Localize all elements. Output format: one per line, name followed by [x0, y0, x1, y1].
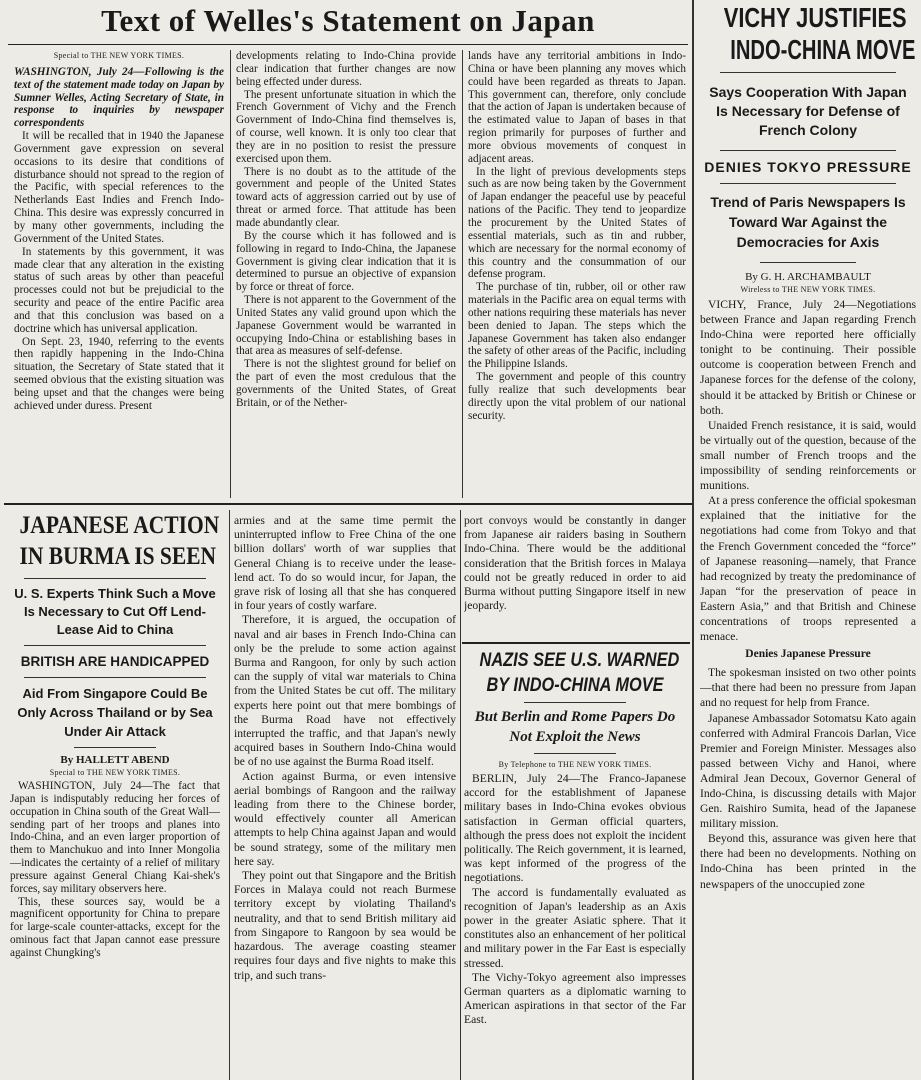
burma-paragraph: Action against Burma, or even intensive aerial bombings of Rangoon and the railway leading from there to the Chinese border, would effectively counter all American attempts to help China against Japan and would be sound strategy, some of the military men here say.	[234, 769, 456, 868]
nazis-body	[464, 772, 686, 1028]
burma-column-1	[4, 510, 226, 1080]
vichy-paragraph: Unaided French resistance, it is said, would be virtually out of the question, because of the small number of French troops and the impossibility of sending reinforcements or munitions.	[700, 418, 916, 493]
welles-paragraph: The purchase of tin, rubber, oil or other raw materials in the Pacific area on equal terms with other nations requiring these materials has never been denied to Japan. The steps which the Japanese Government has taken also endanger the safety of other areas of the Pacific, including the Philippine Islands.	[468, 281, 686, 371]
column-rule	[230, 50, 231, 498]
burma-headline-2: IN BURMA IS SEEN	[19, 543, 217, 570]
vichy-headline-2: INDO-CHINA MOVE	[730, 34, 916, 65]
column-rule	[229, 510, 230, 1080]
welles-intro: WASHINGTON, July 24—Following is the text of the statement made today on Japan by Sumner Welles, Acting Secretary of State, in response to inquiries by newspaper correspondents	[14, 65, 224, 130]
welles-paragraph: By the course which it has followed and is following in regard to Indo-China, the Japanese Government is giving clear indication that it is determined to pursue an objective of expansion by force or threat of force.	[236, 229, 456, 294]
nazis-telephone-credit: By Telephone to THE NEW YORK TIMES.	[498, 760, 652, 769]
welles-paragraph: The present unfortunate situation in which the French Government of Vichy and the French Government of Indo-China find themselves is, of course, well known. It is only too clear that they are in no position to resist the pressure exercised upon them.	[236, 88, 456, 165]
burma-body-1	[4, 780, 226, 960]
welles-paragraph: There is not the slightest ground for belief on the part of even the most credulous that the governments of the United States, of Great Britain, or of the Nether-	[236, 358, 456, 409]
nazis-headline-1: NAZIS SEE U.S. WARNED	[479, 650, 680, 671]
vichy-paragraph: At a press conference the official spokesman explained that the initiative for the negotiations had come from Tokyo and that the French Government conceded the “force” of Japanese reasoning—namely, that France had recognized by treaty the predominance of Japan “for the preservation of peace in Eastern Asia,” and that British and Chinese concentrations of troops represented a menace.	[700, 494, 916, 644]
right-column-rule	[692, 0, 694, 1080]
burma-paragraph: They point out that Singapore and the British Forces in Malaya could not reach Burmese territory except by violating Thailand's neutrality, and that to send British military aid from Singapore to Rangoon by sea would be hazardous. The average coasting steamer requires four days and five nights to make this trip, and such trans-	[234, 869, 456, 982]
vichy-divider	[720, 150, 896, 151]
burma-divider	[24, 578, 206, 579]
burma-paragraph: port convoys would be constantly in danger from Japanese air raiders basing in Southern Indo-China. There would be the additional consideration that the British forces in Malaya could not be greatly reduced in order to aid Burma without putting Singapore itself in new jeopardy.	[464, 514, 686, 613]
burma-deck-3: Aid From Singapore Could Be Only Across Thailand or by Sea Under Air Attack	[17, 686, 213, 739]
nazis-paragraph: BERLIN, July 24—The Franco-Japanese accord for the establishment of Japanese military bases in Indo-China evokes obvious satisfaction in German official quarters, although the press does not exploit the incident politically. The Reich government, it is learned, was kept informed of the progress of the negotiations.	[464, 772, 686, 885]
vichy-byline: By G. H. ARCHAMBAULT	[745, 271, 871, 283]
welles-paragraph: It will be recalled that in 1940 the Japanese Government gave expression on several occasions to its desire that conditions of disturbance should not spread to the region of the Pacific, with special references to the Netherlands East Indies and French Indo-China. This desire was expressly concurred in by many other governments, including the Government of the United States.	[14, 130, 224, 245]
burma-deck-1: U. S. Experts Think Such a Move Is Necessary to Cut Off Lend-Lease Aid to China	[14, 586, 216, 637]
nazis-divider	[524, 702, 626, 703]
burma-column-3	[464, 514, 686, 638]
vichy-paragraph: Beyond this, assurance was given here that there had been no developments. Nothing on Indo-China has been printed in the newspapers of the unoccupied zone	[700, 832, 916, 891]
vichy-headline-1: VICHY JUSTIFIES	[723, 2, 907, 33]
vichy-body	[700, 297, 916, 892]
vichy-wireless-credit: Wireless to THE NEW YORK TIMES.	[740, 285, 876, 294]
vichy-paragraph: VICHY, France, July 24—Negotiations between France and Japan regarding French Indo-China were reported here officially tonight to be continuing. Their possible outcome is cooperation between French and Japanese forces for the defense of the colony, should it be attacked by British or Chinese or both.	[700, 298, 916, 417]
welles-paragraph: In statements by this government, it was made clear that any alteration in the existing status of such areas by other than peaceful processes could not but be prejudicial to the security and peace of the entire Pacific area and that this conclusion was based on a doctrine which has universal application.	[14, 245, 224, 335]
burma-headline-1: JAPANESE ACTION	[19, 512, 220, 539]
column-rule	[460, 510, 461, 1080]
burma-divider	[74, 747, 156, 748]
nazis-article	[464, 648, 686, 1080]
vichy-deck-3: Trend of Paris Newspapers Is Toward War Against the Democracies for Axis	[710, 194, 906, 250]
welles-headline-rule	[8, 44, 688, 45]
welles-column-3	[468, 50, 686, 500]
welles-paragraph: developments relating to Indo-China provide clear indication that further changes are now being effected under duress.	[236, 50, 456, 88]
section-divider	[4, 503, 692, 505]
welles-special-credit: Special to THE NEW YORK TIMES.	[53, 51, 185, 60]
welles-paragraph: There is no doubt as to the attitude of the government and people of the United States toward acts of aggression carried out by use of threat or armed force. That attitude has been made abundantly clear.	[236, 165, 456, 229]
vichy-divider	[720, 72, 896, 73]
vichy-divider	[760, 262, 856, 263]
nazis-divider	[534, 753, 616, 754]
burma-paragraph: armies and at the same time permit the uninterrupted inflow to Free China of the one billion dollars' worth of war supplies that General Chiang is to receive under the lease-lend act. To do so would incur, for Japan, the grave risk of losing all that she has conquered in four years of costly warfare.	[234, 514, 456, 613]
welles-paragraph: In the light of previous developments steps such as are now being taken by the Government of Japan endanger the peaceful use by peaceful nations of the Pacific. They tend to jeopardize the procurement by the United States of essential materials, such as tin and rubber, which are necessary for the normal economy of this country and the consummation of our defense program.	[468, 165, 686, 281]
nazis-paragraph: The Vichy-Tokyo agreement also impresses German quarters as a diplomatic warning to American aspirations in that sector of the Far East.	[464, 970, 686, 1027]
welles-headline: Text of Welles's Statement on Japan	[101, 3, 595, 38]
welles-column-2	[236, 50, 456, 500]
column-rule	[462, 50, 463, 498]
burma-column-2	[234, 514, 456, 1080]
burma-paragraph: This, these sources say, would be a magnificent opportunity for China to prepare for large-scale counter-attacks, except for the ominous fact that Japan cannot ease pressure against Chungking's	[10, 895, 220, 959]
burma-paragraph: Therefore, it is argued, the occupation of naval and air bases in French Indo-China can only be the prelude to some action against Burma and Rangoon, for only by such action can the supply of vital war materials to China from the United States be cut off. The military experts here point out that mere bombings of the Burma Road have not effectively interrupted the traffic, and that Japan's newly acquired bases in Southern Indo-China would be of no use against the Burma Road itself.	[234, 613, 456, 769]
section-divider	[462, 642, 690, 644]
welles-paragraph: The government and people of this country fully realize that such developments bear directly upon the vital problem of our national security.	[468, 371, 686, 422]
burma-paragraph: WASHINGTON, July 24—The fact that Japan is indisputably reducing her forces of occupation in China south of the Great Wall—sending part of her troops and planes into Indo-China, and an even larger proportion of them to Manchukuo and into Inner Mongolia—indicates the certainty of a relief of military pressure against General Chiang Kai-shek's forces, say military observers here.	[10, 780, 220, 895]
vichy-deck-1: Says Cooperation With Japan Is Necessary for Defense of French Colony	[709, 84, 907, 138]
nazis-deck: But Berlin and Rome Papers Do Not Exploit the News	[474, 709, 676, 745]
burma-deck-2: BRITISH ARE HANDICAPPED	[20, 654, 210, 669]
vichy-divider	[720, 183, 896, 184]
vichy-article	[700, 2, 916, 1078]
burma-byline: By HALLETT ABEND	[60, 754, 170, 766]
vichy-paragraph: Japanese Ambassador Sotomatsu Kato again conferred with Admiral Francois Darlan, Vice Premier and Foreign Minister. Messages also passed between Vichy and Hanoi, where Admiral Jean Decoux, Governor General of Indo-China, is discussing details with Major Gen. Raishiro Sumita, head of the Japanese military mission.	[700, 711, 916, 831]
burma-special-credit: Special to THE NEW YORK TIMES.	[49, 768, 181, 777]
nazis-paragraph: The accord is fundamentally evaluated as recognition of Japan's leadership as an Axis power in the greater Asiatic sphere. That it constitutes also an enhancement of her political and military power in the Far East is especially stressed.	[464, 885, 686, 970]
welles-paragraph: There is not apparent to the Government of the United States any valid ground upon which the Japanese Government would be warranted in occupying Indo-China or establishing bases in that area as measures of self-defense.	[236, 294, 456, 358]
vichy-deck-2: DENIES TOKYO PRESSURE	[704, 159, 912, 175]
burma-divider	[24, 645, 206, 646]
welles-paragraph: On Sept. 23, 1940, referring to the events then rapidly happening in the Indo-China situation, the Secretary of State stated that it seemed obvious that the existing situation was being upset and that the changes were being achieved under duress. Present	[14, 335, 224, 412]
nazis-headline-2: BY INDO-CHINA MOVE	[486, 675, 664, 696]
burma-divider	[24, 677, 206, 678]
welles-paragraph: lands have any territorial ambitions in Indo-China or have been planning any moves which could have been regarded as threats to Japan. This government can, therefore, only conclude that the action of Japan is undertaken because of the estimated value to Japan of bases in that region primarily for purposes of further and more obvious movements of conquest in adjacent areas.	[468, 50, 686, 165]
vichy-subhead: Denies Japanese Pressure	[745, 648, 871, 661]
welles-column-1	[14, 50, 224, 500]
vichy-paragraph: The spokesman insisted on two other points—that there had been no pressure from Japan and no request for help from France.	[700, 666, 916, 710]
